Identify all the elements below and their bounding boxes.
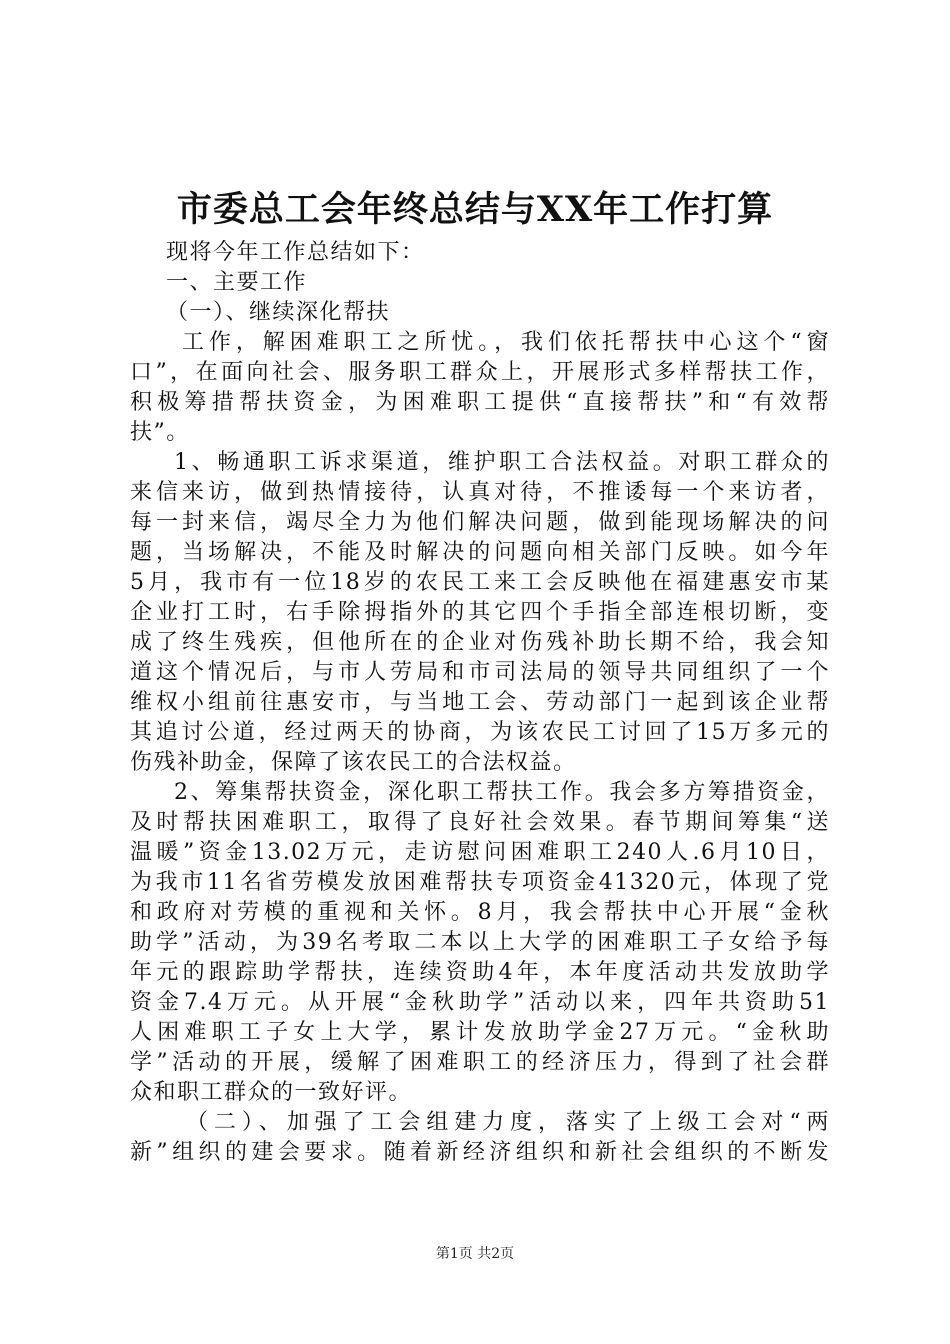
text-line: 道这个情况后，与市人劳局和市司法局的领导共同组织了一个 xyxy=(130,660,830,685)
text-line: 众和职工群众的一致好评。 xyxy=(130,1080,413,1105)
text-line: 人困难职工子女上大学，累计发放助学金27万元。“金秋助 xyxy=(130,1020,830,1045)
page-footer: 第1页 共2页 xyxy=(435,1246,515,1262)
text-line: 1、畅通职工诉求渠道，维护职工合法权益。对职工群众的 xyxy=(174,450,830,475)
text-line: 维权小组前往惠安市，与当地工会、劳动部门一起到该企业帮 xyxy=(130,690,830,715)
text-line: 及时帮扶困难职工，取得了良好社会效果。春节期间筹集“送 xyxy=(130,810,830,835)
text-line: 现将今年工作总结如下： xyxy=(166,240,425,265)
text-line: 一、主要工作 xyxy=(166,270,308,295)
text-line: 每一封来信，竭尽全力为他们解决问题，做到能现场解决的问 xyxy=(130,510,830,535)
text-line: 口”，在面向社会、服务职工群众上，开展形式多样帮扶工作， xyxy=(130,360,830,385)
text-line: 助学”活动，为39名考取二本以上大学的困难职工子女给予每 xyxy=(130,930,830,955)
text-line: 企业打工时，右手除拇指外的其它四个手指全部连根切断，变 xyxy=(130,600,830,625)
text-line: 积极筹措帮扶资金，为困难职工提供“直接帮扶”和“有效帮 xyxy=(130,390,830,415)
text-line: 题，当场解决，不能及时解决的问题向相关部门反映。如今年 xyxy=(130,540,830,565)
text-line: 来信来访，做到热情接待，认真对待，不推诿每一个来访者， xyxy=(130,480,830,505)
text-line: 新”组织的建会要求。随着新经济组织和新社会组织的不断发 xyxy=(130,1140,830,1165)
text-line: 学”活动的开展，缓解了困难职工的经济压力，得到了社会群 xyxy=(130,1050,830,1075)
text-line: 工作，解困难职工之所忧。，我们依托帮扶中心这个“窗 xyxy=(182,330,830,355)
text-line: 年元的跟踪助学帮扶，连续资助4年，本年度活动共发放助学 xyxy=(130,960,830,985)
document-body xyxy=(130,238,830,1168)
text-line: 和政府对劳模的重视和关怀。8月，我会帮扶中心开展“金秋 xyxy=(130,900,830,925)
text-line: 扶”。 xyxy=(130,420,190,445)
text-line: 成了终生残疾，但他所在的企业对伤残补助长期不给，我会知 xyxy=(130,630,830,655)
text-line: 5月，我市有一位18岁的农民工来工会反映他在福建惠安市某 xyxy=(130,570,830,595)
document-title: 市委总工会年终总结与XX年工作打算 xyxy=(176,189,774,230)
text-line: 伤残补助金，保障了该农民工的合法权益。 xyxy=(130,750,577,775)
text-line: 2、筹集帮扶资金，深化职工帮扶工作。我会多方筹措资金， xyxy=(174,780,830,805)
text-line: （二）、加强了工会组建力度，落实了上级工会对“两 xyxy=(186,1110,830,1135)
text-line: （一）、继续深化帮扶 xyxy=(166,300,391,325)
text-line: 为我市11名省劳模发放困难帮扶专项资金41320元，体现了党 xyxy=(130,870,830,895)
text-line: 资金7.4万元。从开展“金秋助学”活动以来，四年共资助51 xyxy=(130,990,830,1015)
text-line: 温暖”资金13.02万元，走访慰问困难职工240人.6月10日， xyxy=(130,840,830,865)
text-line: 其追讨公道，经过两天的协商，为该农民工讨回了15万多元的 xyxy=(130,720,830,745)
